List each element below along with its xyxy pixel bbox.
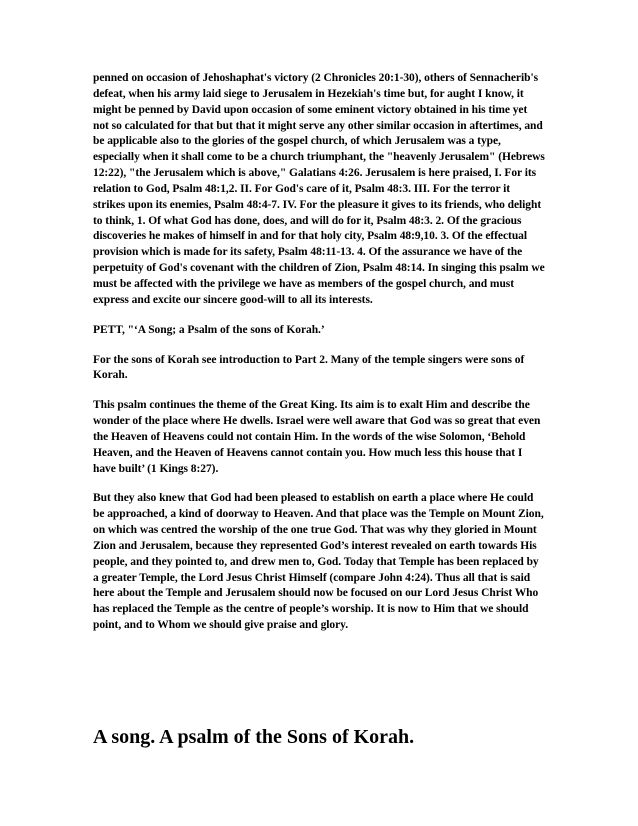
paragraph-commentary-henry: penned on occasion of Jehoshaphat's victory (2 Chronicles 20:1-30), others of Sennacherib's defeat, when his army laid siege to Jerusalem in Hezekiah's time but, for aught I know, it might be penned by David upon occasion of some eminent victory obtained in his time yet not so calculated for that but that it might serve any other similar occasion in aftertimes, and be applicable also to the glories of the gospel church, of which Jerusalem was a type, especially when it shall come to be a church triumphant, the "heavenly Jerusalem" (Hebrews 12:22), "the Jerusalem which is above," Galatians 4:26. Jerusalem is here praised, I. For its relation to God, Psalm 48:1,2. II. For God's care of it, Psalm 48:3. III. For the terror it strikes upon its enemies, Psalm 48:4-7. IV. For the pleasure it gives to its friends, who delight to think, 1. Of what God has done, does, and will do for it, Psalm 48:3. 2. Of the gracious discoveries he makes of himself in and for that holy city, Psalm 48:9,10. 3. Of the effectual provision which is made for its safety, Psalm 48:11-13. 4. Of the assurance we have of the perpetuity of God's covenant with the children of Zion, Psalm 48:14. In singing this psalm we must be affected with the privilege we have as members of the gospel church, and must express and excite our sincere good-will to all its interests. — [93, 72, 545, 306]
section-heading: A song. A psalm of the Sons of Korah. — [93, 726, 415, 748]
paragraph-pett-title: PETT, "‘A Song; a Psalm of the sons of Korah.’ — [93, 323, 325, 336]
paragraph-sons-of-korah: For the sons of Korah see introduction to Part 2. Many of the temple singers were sons of Korah. — [93, 353, 525, 382]
paragraph-great-king: This psalm continues the theme of the Great King. Its aim is to exalt Him and describe the wonder of the place where He dwells. Israel were well aware that God was so great that even the Heaven of Heavens could not contain Him. In the words of the wise Solomon, ‘Behold Heaven, and the Heaven of Heavens cannot contain you. How much less this house that I have built’ (1 Kings 8:27). — [93, 399, 541, 475]
paragraph-temple: But they also knew that God had been pleased to establish on earth a place where He could be approached, a kind of doorway to Heaven. And that place was the Temple on Mount Zion, on which was centred the worship of the one true God. That was why they gloried in Mount Zion and Jerusalem, because they represented God’s interest revealed on earth towards His people, and they pointed to, and drew men to, God. Today that Temple has been replaced by a greater Temple, the Lord Jesus Christ Himself (compare John 4:24). Thus all that is said here about the Temple and Jerusalem should now be focused on our Lord Jesus Christ Who has replaced the Temple as the centre of people’s worship. It is now to Him that we should point, and to Whom we should give praise and glory. — [93, 492, 544, 632]
document-body — [93, 71, 545, 648]
